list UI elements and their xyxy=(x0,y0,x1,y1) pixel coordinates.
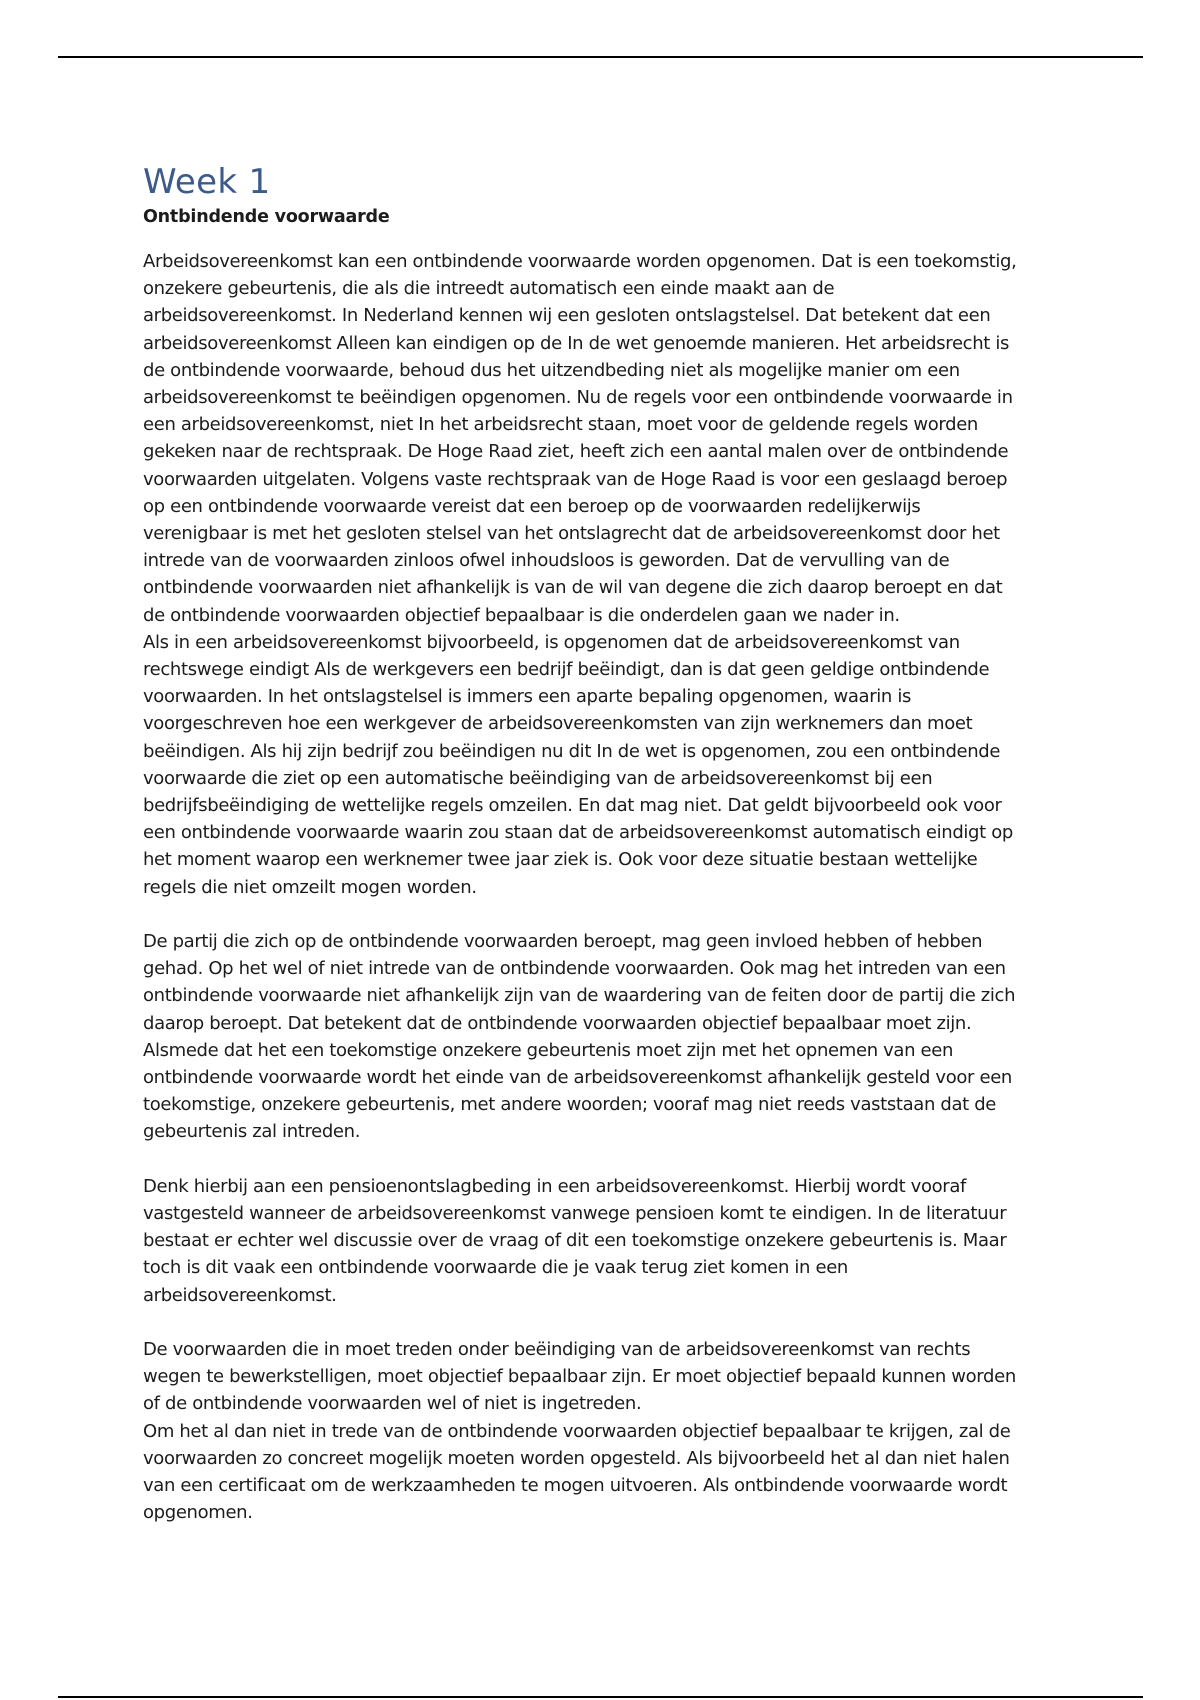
body-text xyxy=(143,248,1073,1527)
text-line: voorwaarden uitgelaten. Volgens vaste rechtspraak van de Hoge Raad is voor een geslaagd beroep xyxy=(143,468,1008,490)
paragraph-spacer xyxy=(143,1146,1073,1173)
text-line: toch is dit vaak een ontbindende voorwaarde die je vaak terug ziet komen in een xyxy=(143,1257,848,1279)
text-line: Denk hierbij aan een pensioenontslagbeding in een arbeidsovereenkomst. Hierbij wordt vooraf xyxy=(143,1175,967,1197)
text-line: voorwaarde die ziet op een automatische beëindiging van de arbeidsovereenkomst bij een xyxy=(143,767,933,789)
text-line: de ontbindende voorwaarde, behoud dus het uitzendbeding niet als mogelijke manier om een xyxy=(143,359,960,381)
text-line: voorwaarden zo concreet mogelijk moeten worden opgesteld. Als bijvoorbeeld het al dan niet halen xyxy=(143,1447,1010,1469)
document-body xyxy=(143,160,1073,1527)
text-line: onzekere gebeurtenis, die als die intreedt automatisch een einde maakt aan de xyxy=(143,278,835,300)
section-heading: Ontbindende voorwaarde xyxy=(143,207,390,227)
paragraph-spacer xyxy=(143,901,1073,928)
text-line: gebeurtenis zal intreden. xyxy=(143,1121,361,1143)
paragraph xyxy=(143,248,1073,901)
text-line: arbeidsovereenkomst Alleen kan eindigen op de In de wet genoemde manieren. Het arbeidsrecht is xyxy=(143,332,1010,354)
text-line: Als in een arbeidsovereenkomst bijvoorbeeld, is opgenomen dat de arbeidsovereenkomst van xyxy=(143,631,960,653)
text-line: gekeken naar de rechtspraak. De Hoge Raad ziet, heeft zich een aantal malen over de ontbindende xyxy=(143,441,1009,463)
text-line: ontbindende voorwaarden niet afhankelijk is van de wil van degene die zich daarop beroept en dat xyxy=(143,577,1003,599)
text-line: van een certificaat om de werkzaamheden te mogen uitvoeren. Als ontbindende voorwaarde wordt xyxy=(143,1475,1008,1497)
text-line: de ontbindende voorwaarden objectief bepaalbaar is die onderdelen gaan we nader in. xyxy=(143,604,900,626)
text-line: verenigbaar is met het gesloten stelsel van het ontslagrecht dat de arbeidsovereenkomst door het xyxy=(143,523,1000,545)
text-line: Arbeidsovereenkomst kan een ontbindende voorwaarde worden opgenomen. Dat is een toekomstig, xyxy=(143,251,1017,272)
text-line: beëindigen. Als hij zijn bedrijf zou beëindigen nu dit In de wet is opgenomen, zou een ontbindende xyxy=(143,740,1001,762)
text-line: intrede van de voorwaarden zinloos ofwel inhoudsloos is geworden. Dat de vervulling van de xyxy=(143,550,950,572)
text-line: daarop beroept. Dat betekent dat de ontbindende voorwaarden objectief bepaalbaar moet zijn. xyxy=(143,1012,972,1034)
paragraph xyxy=(143,928,1073,1146)
text-line: arbeidsovereenkomst. In Nederland kennen wij een gesloten ontslagstelsel. Dat betekent dat een xyxy=(143,305,991,327)
text-line: een arbeidsovereenkomst, niet In het arbeidsrecht staan, moet voor de geldende regels worden xyxy=(143,414,978,436)
text-line: arbeidsovereenkomst. xyxy=(143,1284,337,1306)
header-rule xyxy=(58,56,1143,58)
text-line: gehad. Op het wel of niet intrede van de ontbindende voorwaarden. Ook mag het intreden van een xyxy=(143,958,1006,980)
text-line: ontbindende voorwaarde wordt het einde van de arbeidsovereenkomst afhankelijk gesteld voor een xyxy=(143,1067,1012,1089)
text-line: bedrijfsbeëindiging de wettelijke regels omzeilen. En dat mag niet. Dat geldt bijvoorbeeld ook voor xyxy=(143,795,1002,817)
text-line: rechtswege eindigt Als de werkgevers een bedrijf beëindigt, dan is dat geen geldige ontbindende xyxy=(143,659,990,681)
paragraph-spacer xyxy=(143,1309,1073,1336)
text-line: Om het al dan niet in trede van de ontbindende voorwaarden objectief bepaalbaar te krijgen, zal de xyxy=(143,1420,1011,1442)
text-line: wegen te bewerkstelligen, moet objectief bepaalbaar zijn. Er moet objectief bepaald kunnen worden xyxy=(143,1366,1016,1388)
text-line: arbeidsovereenkomst te beëindigen opgenomen. Nu de regels voor een ontbindende voorwaarde in xyxy=(143,387,1013,409)
text-line: voorwaarden. In het ontslagstelsel is immers een aparte bepaling opgenomen, waarin is xyxy=(143,686,912,708)
page-title: Week 1 xyxy=(143,162,271,202)
text-line: regels die niet omzeilt mogen worden. xyxy=(143,876,477,898)
text-line: voorgeschreven hoe een werkgever de arbeidsovereenkomsten van zijn werknemers dan moet xyxy=(143,713,973,735)
text-line: ontbindende voorwaarde niet afhankelijk zijn van de waardering van de feiten door de partij die zich xyxy=(143,985,1016,1007)
paragraph xyxy=(143,1336,1073,1526)
paragraph xyxy=(143,1173,1073,1309)
text-line: De partij die zich op de ontbindende voorwaarden beroept, mag geen invloed hebben of hebben xyxy=(143,931,983,953)
text-line: op een ontbindende voorwaarde vereist dat een beroep op de voorwaarden redelijkerwijs xyxy=(143,495,921,517)
text-line: of de ontbindende voorwaarden wel of niet is ingetreden. xyxy=(143,1393,642,1415)
footer-rule xyxy=(58,1696,1143,1698)
text-line: De voorwaarden die in moet treden onder beëindiging van de arbeidsovereenkomst van rechts xyxy=(143,1339,971,1361)
text-line: vastgesteld wanneer de arbeidsovereenkomst vanwege pensioen komt te eindigen. In de literatuur xyxy=(143,1203,1007,1225)
text-line: het moment waarop een werknemer twee jaar ziek is. Ook voor deze situatie bestaan wettelijke xyxy=(143,849,978,871)
text-line: opgenomen. xyxy=(143,1502,253,1524)
text-line: bestaat er echter wel discussie over de vraag of dit een toekomstige onzekere gebeurtenis is. Maar xyxy=(143,1230,1007,1252)
text-line: toekomstige, onzekere gebeurtenis, met andere woorden; vooraf mag niet reeds vaststaan dat de xyxy=(143,1094,997,1116)
text-line: een ontbindende voorwaarde waarin zou staan dat de arbeidsovereenkomst automatisch eindigt op xyxy=(143,822,1013,844)
text-line: Alsmede dat het een toekomstige onzekere gebeurtenis moet zijn met het opnemen van een xyxy=(143,1039,954,1061)
